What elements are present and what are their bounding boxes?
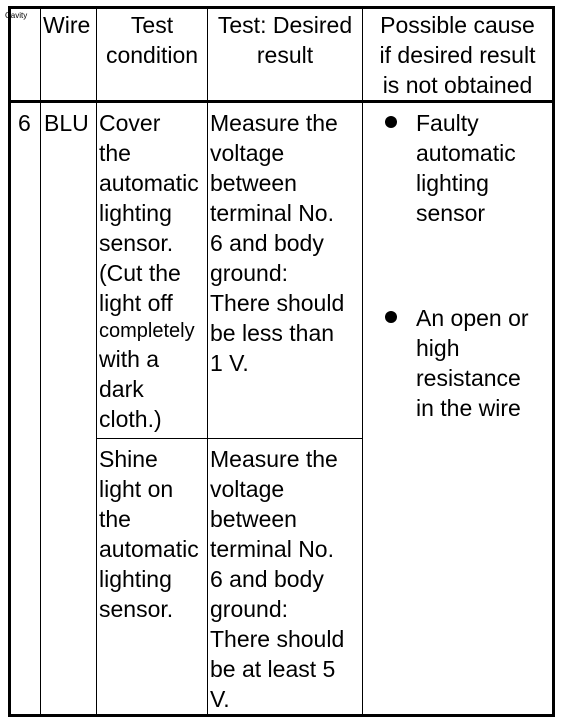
condition-1-line: light off xyxy=(99,290,173,316)
condition-1-line: sensor. xyxy=(99,230,174,256)
header-cavity: Cavity xyxy=(5,11,28,20)
table-border-bottom xyxy=(8,714,555,717)
col-sep-3 xyxy=(207,6,208,717)
header-desired-result: Test: Desired result xyxy=(217,12,353,68)
header-possible-cause: Possible cause if desired result is not obtained xyxy=(379,12,536,98)
col-sep-2 xyxy=(96,6,97,717)
header-separator xyxy=(8,100,555,103)
cause-1: Faulty automatic lighting sensor xyxy=(416,110,516,226)
table-border-top xyxy=(8,6,555,9)
condition-1-line: dark xyxy=(99,376,144,402)
bullet-icon xyxy=(385,116,397,128)
header-test-condition: Test condition xyxy=(105,12,199,68)
table-border-left xyxy=(8,6,11,717)
test-condition-2: Shine light on the automatic lighting sensor. xyxy=(99,446,199,622)
table-border-right xyxy=(552,6,555,717)
col-sep-1 xyxy=(40,6,41,717)
condition-1-line: cloth.) xyxy=(99,406,162,432)
condition-1-line: (Cut the xyxy=(99,260,181,286)
header-wire: Wire xyxy=(43,12,91,38)
condition-1-line: Cover xyxy=(99,110,161,136)
condition-1-line: automatic xyxy=(99,170,199,196)
cavity-number: 6 xyxy=(18,110,31,136)
condition-1-line: the xyxy=(99,140,131,166)
col-sep-4 xyxy=(362,6,363,717)
test-condition-1 xyxy=(99,108,199,434)
wire-color: BLU xyxy=(44,110,89,136)
condition-1-line: with a xyxy=(99,346,160,372)
condition-1-line: completely xyxy=(99,320,195,342)
row-sep-conditions xyxy=(96,438,362,439)
cause-2: An open or high resistance in the wire xyxy=(416,305,529,421)
desired-result-2: Measure the voltage between terminal No. 6 and body ground: There should be at least 5 V. xyxy=(210,446,345,712)
condition-1-line: lighting xyxy=(99,200,172,226)
desired-result-1: Measure the voltage between terminal No. 6 and body ground: There should be less than 1 V. xyxy=(210,110,345,376)
bullet-icon xyxy=(385,311,397,323)
